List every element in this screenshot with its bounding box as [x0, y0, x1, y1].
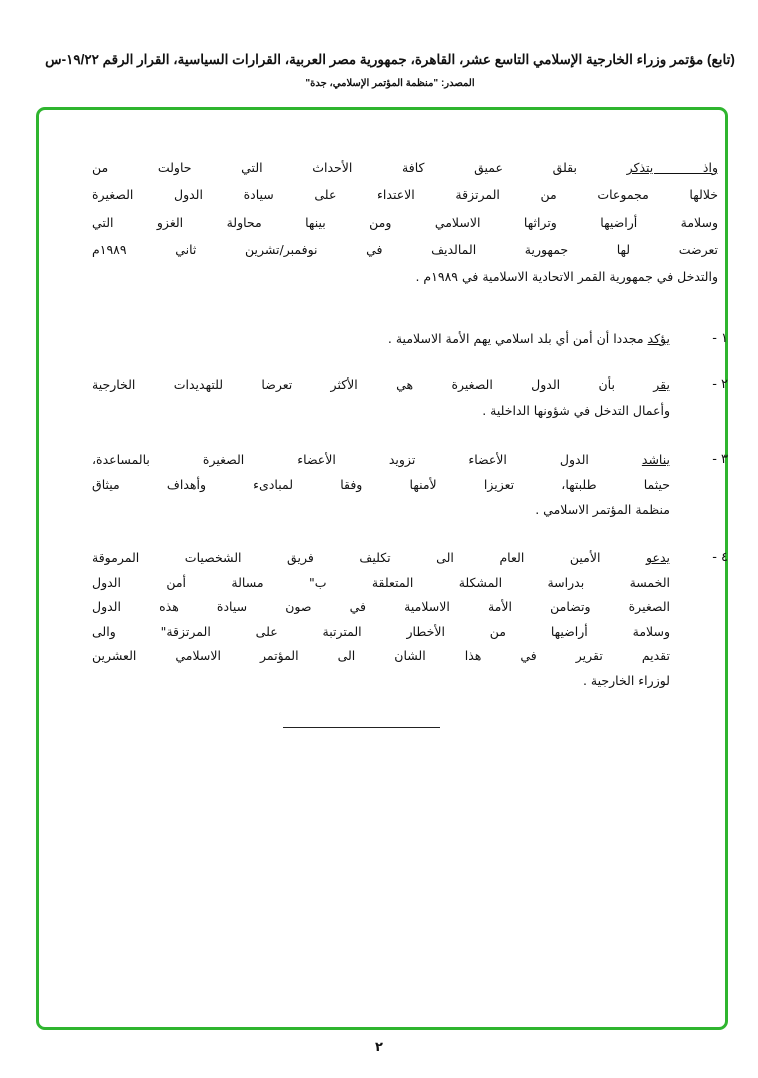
operative-clause-2: [92, 372, 728, 424]
clause-line: الأمين العام الى تكليف فريق الشخصيات المرموقة: [92, 550, 601, 565]
document-source: المصدر: "منظمة المؤتمر الإسلامي، جدة": [305, 78, 475, 89]
clause-line: وسلامة أراضيها من الأخطار المترتبة على المرتزقة" والى: [92, 623, 670, 639]
clause-line: تقديم تقرير في هذا الشان الى المؤتمر الاسلامي العشرين: [92, 648, 670, 663]
clause-keyword: يقر: [653, 377, 670, 392]
intro-line: والتدخل في جمهورية القمر الاتحادية الاسلامية في ١٩٨٩م .: [415, 269, 718, 285]
operative-clause-1: [92, 326, 728, 352]
clause-line: لوزراء الخارجية .: [582, 672, 670, 688]
clause-number: ٤ -: [712, 550, 728, 565]
clause-number: ٢ -: [712, 377, 728, 392]
clause-number: ٣ -: [712, 452, 728, 467]
clause-keyword: يؤكد: [647, 331, 670, 346]
intro-line: بقلق عميق كافة الأحداث التي حاولت من: [92, 160, 577, 175]
intro-line: خلالها مجموعات من المرتزقة الاعتداء على سيادة الدول الصغيرة: [92, 187, 718, 203]
clause-keyword: يناشد: [641, 452, 670, 467]
page-number: ٢: [375, 1040, 383, 1055]
end-rule-divider: [283, 727, 440, 728]
clause-number: ١ -: [712, 331, 728, 346]
clause-line: الصغيرة وتضامن الأمة الاسلامية في صون سيادة هذه الدول: [92, 599, 670, 614]
operative-clause-3: [92, 447, 728, 522]
operative-clause-4: [92, 546, 728, 693]
clause-line: مجددا أن أمن أي بلد اسلامي يهم الأمة الاسلامية .: [387, 331, 644, 346]
clause-line: وأعمال التدخل في شؤونها الداخلية .: [482, 403, 670, 418]
clause-line: منظمة المؤتمر الاسلامي .: [535, 502, 670, 517]
intro-keyword: واذ يتذكر: [626, 160, 718, 175]
intro-paragraph: [92, 154, 718, 290]
clause-line: الخمسة بدراسة المشكلة المتعلقة ب" مسالة أمن الدول: [92, 574, 670, 590]
intro-line: وسلامة أراضيها وتراثها الاسلامي ومن بينها محاولة الغزو التي: [92, 214, 718, 230]
clause-line: بأن الدول الصغيرة هي الأكثر تعرضا للتهديدات الخارجية: [92, 377, 615, 392]
intro-line: تعرضت لها جمهورية المالديف في نوفمبر/تشرين ثاني ١٩٨٩م: [92, 241, 718, 257]
document-header-title: (تابع) مؤتمر وزراء الخارجية الإسلامي التاسع عشر، القاهرة، جمهورية مصر العربية، القرارات السياسية، القرار الرقم ١٩/٢٢-س: [45, 52, 735, 67]
clause-keyword: يدعو: [646, 550, 670, 565]
clause-line: الدول الأعضاء تزويد الأعضاء الصغيرة بالمساعدة،: [92, 452, 589, 467]
clause-line: حيثما طلبتها، تعزيزا لأمنها وفقا لمبادىء وأهداف ميثاق: [92, 477, 670, 492]
